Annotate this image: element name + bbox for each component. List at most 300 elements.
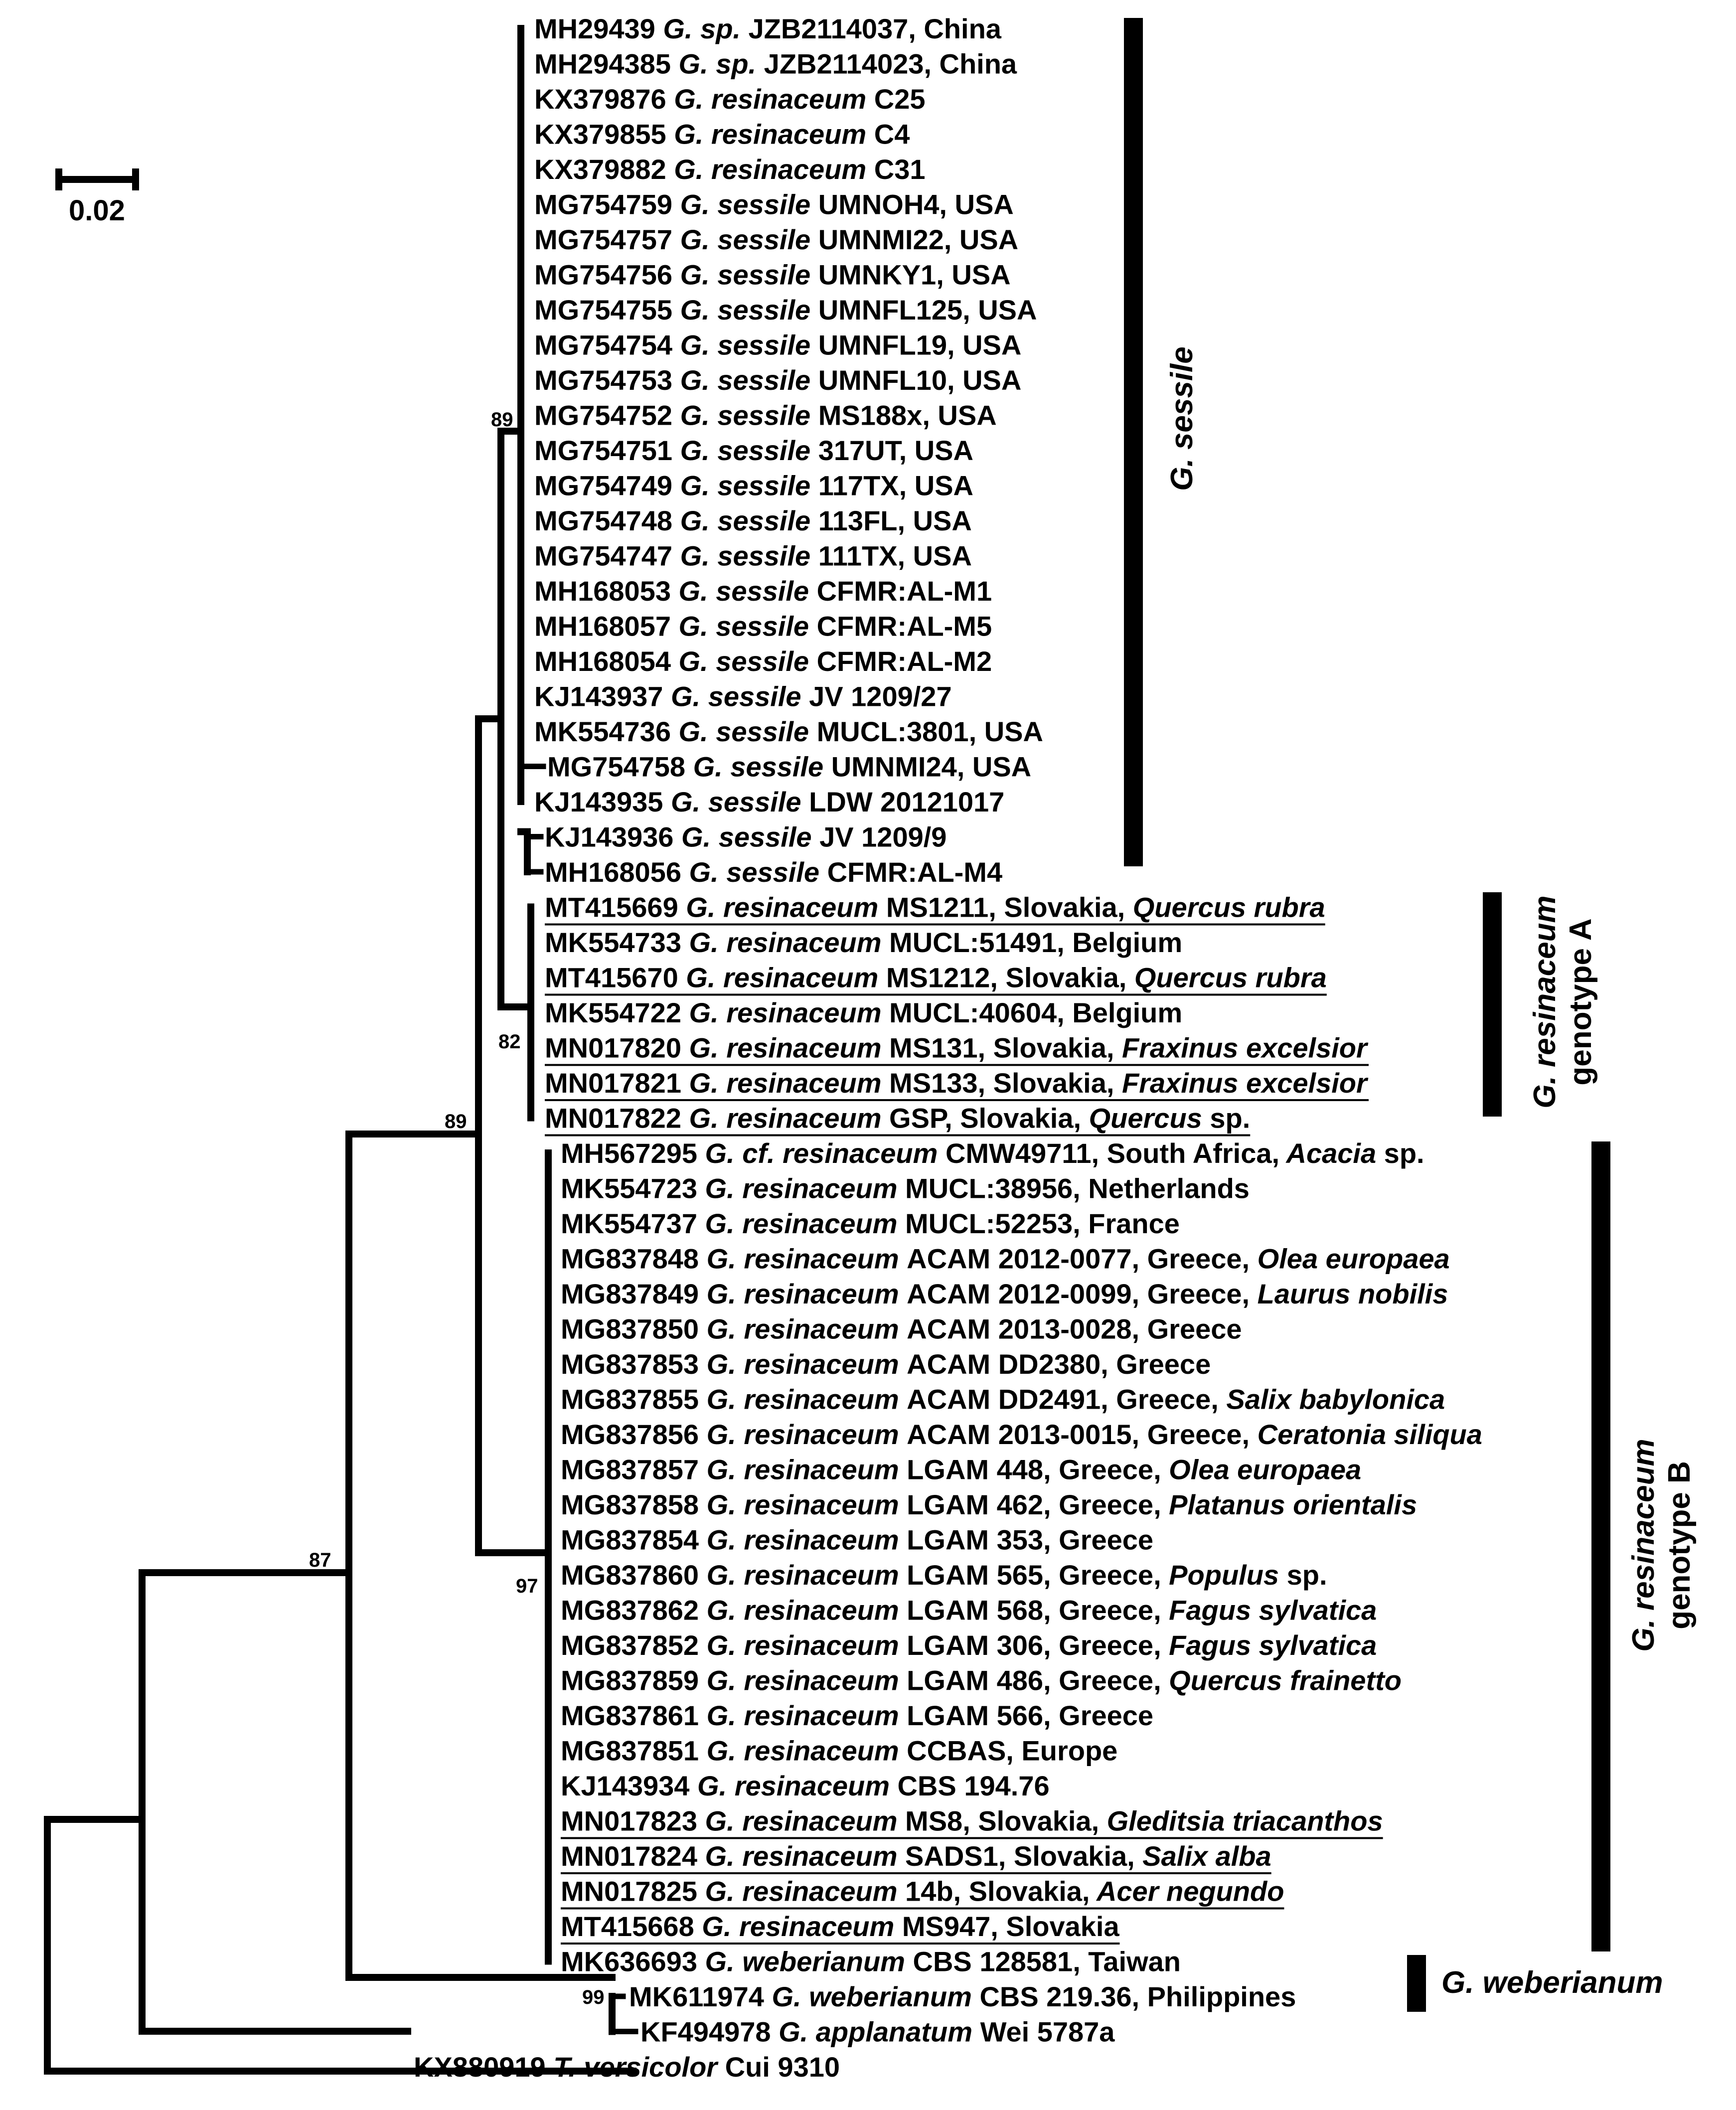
taxon-species: resinaceum	[726, 1067, 890, 1099]
taxon-strain: JV 1209/9	[819, 821, 947, 853]
taxon-strain: MUCL:38956, Netherlands	[905, 1172, 1250, 1204]
taxon-strain: SADS1, Slovakia,	[905, 1840, 1135, 1872]
taxon-strain: UMNKY1, USA	[818, 259, 1011, 291]
taxon-species: resinaceum	[744, 1243, 907, 1275]
taxon-accession: MK611974	[629, 1981, 772, 2012]
bootstrap-value: 99	[582, 1986, 605, 2008]
taxon-label	[545, 856, 1002, 888]
taxon-genus: G.	[680, 540, 718, 572]
clade-label-genotype-b-species: G. resinaceum	[1626, 1439, 1661, 1652]
taxon-label	[534, 540, 972, 572]
clade-label-genotype-a-species: G. resinaceum	[1528, 895, 1562, 1109]
taxon-strain: CBS 128581, Taiwan	[913, 1946, 1181, 1977]
taxon-label	[561, 1840, 1271, 1872]
taxon-genus: G.	[689, 856, 727, 888]
bootstrap-value: 97	[516, 1575, 538, 1597]
taxon-label	[534, 435, 973, 466]
bootstrap-value: 82	[498, 1031, 521, 1053]
taxon-strain: 111TX, USA	[818, 540, 972, 572]
taxon-accession: MN017823	[561, 1805, 705, 1837]
taxon-label	[534, 224, 1018, 255]
taxon-strain: ACAM 2012-0099, Greece,	[907, 1278, 1250, 1309]
taxon-strain: UMNMI24, USA	[831, 751, 1032, 783]
taxon-accession: MG754749	[534, 470, 680, 501]
taxon-species: resinaceum	[744, 1594, 907, 1626]
taxon-host: Acer negundo	[1090, 1875, 1284, 1907]
taxon-species: resinaceum	[742, 1172, 906, 1204]
taxon-strain: CFMR:AL-M5	[816, 610, 992, 642]
taxon-strain: CFMR:AL-M2	[816, 646, 992, 677]
taxon-label	[534, 646, 992, 677]
taxon-strain: LGAM 462, Greece,	[907, 1489, 1161, 1520]
taxon-label	[545, 962, 1327, 993]
taxon-accession: MH29439	[534, 13, 663, 44]
clade-label-genotype-a-suffix: genotype A	[1564, 918, 1598, 1086]
taxon-species: resinaceum	[744, 1419, 907, 1450]
taxon-species: sessile	[717, 540, 818, 572]
taxon-label	[545, 892, 1325, 923]
taxon-label	[561, 1313, 1242, 1345]
taxon-genus: G.	[705, 1946, 743, 1977]
taxon-strain: GSP, Slovakia,	[889, 1102, 1082, 1134]
taxon-label	[534, 611, 992, 642]
taxon-host: Populus	[1161, 1559, 1279, 1591]
taxon-label	[534, 189, 1014, 220]
taxon-species: sessile	[717, 399, 818, 431]
taxon-genus: G.	[705, 1172, 743, 1204]
taxon-label	[640, 2016, 1115, 2048]
taxon-species: resinaceum	[742, 1875, 906, 1907]
taxon-species: sessile	[717, 470, 818, 501]
taxon-label	[561, 1384, 1445, 1415]
taxon-species: resinaceum	[744, 1313, 907, 1345]
taxon-label	[534, 786, 1004, 817]
taxon-accession: MG837859	[561, 1664, 707, 1696]
taxon-accession: MG837860	[561, 1559, 707, 1591]
taxon-accession: MN017824	[561, 1840, 705, 1872]
taxon-label	[561, 1489, 1417, 1520]
taxon-genus: G.	[680, 435, 718, 466]
taxon-accession: MH168057	[534, 610, 679, 642]
taxon-species: resinaceum	[723, 891, 886, 923]
taxon-genus: G.	[680, 364, 718, 396]
taxon-genus: T.	[553, 2051, 584, 2083]
taxon-label	[534, 329, 1021, 361]
taxon-genus: G.	[674, 83, 711, 115]
taxon-genus: G.	[678, 575, 716, 607]
taxon-strain: LGAM 448, Greece,	[907, 1454, 1161, 1485]
taxon-genus: G.	[689, 1067, 727, 1099]
taxon-genus: G.	[705, 1840, 743, 1872]
taxon-label	[545, 997, 1182, 1028]
taxon-host: Platanus orientalis	[1161, 1489, 1418, 1520]
taxon-label	[545, 821, 947, 853]
taxon-strain: CCBAS, Europe	[907, 1735, 1118, 1767]
taxon-genus: G.	[706, 1664, 744, 1696]
taxon-genus: G.	[706, 1313, 744, 1345]
taxon-species: applanatum	[815, 2016, 980, 2048]
taxon-label	[561, 1595, 1377, 1626]
taxon-genus: G.	[678, 716, 716, 747]
clade-bar-sessile	[1124, 18, 1143, 866]
taxon-genus: G.	[706, 1243, 744, 1275]
taxon-genus: G.	[680, 294, 718, 325]
taxon-accession: MK636693	[561, 1946, 705, 1977]
taxon-species: resinaceum	[711, 83, 874, 115]
taxon-strain: MS131, Slovakia,	[889, 1032, 1114, 1064]
taxon-strain: MS947, Slovakia	[902, 1911, 1119, 1942]
taxon-species: sessile	[716, 716, 817, 747]
taxon-species: sessile	[730, 751, 831, 783]
clade-label-sessile: G. sessile	[1165, 346, 1199, 491]
taxon-label	[561, 1876, 1284, 1907]
taxon-label	[561, 1173, 1250, 1204]
taxon-genus: G.	[680, 259, 718, 291]
taxon-genus: G.	[674, 154, 711, 185]
taxon-label	[534, 259, 1011, 291]
taxon-strain: MS188x, USA	[818, 399, 997, 431]
taxon-strain: ACAM 2013-0015, Greece,	[907, 1419, 1250, 1450]
taxon-species: resinaceum	[744, 1735, 907, 1767]
taxon-species: sessile	[716, 646, 817, 677]
taxon-accession: MG837858	[561, 1489, 707, 1520]
taxon-strain: MUCL:3801, USA	[816, 716, 1043, 747]
taxon-species: resinaceum	[742, 1840, 906, 1872]
taxon-accession: MH168056	[545, 856, 689, 888]
taxon-accession: KJ143936	[545, 821, 682, 853]
taxon-accession: MG754755	[534, 294, 680, 325]
taxon-strain: ACAM DD2491, Greece,	[907, 1383, 1219, 1415]
taxon-label	[561, 1419, 1482, 1450]
taxon-species: resinaceum	[739, 1911, 902, 1942]
taxon-species: sessile	[717, 188, 818, 220]
taxon-species: sessile	[717, 435, 818, 466]
taxon-label	[561, 1243, 1450, 1275]
taxon-species: resinaceum	[744, 1383, 907, 1415]
taxon-label	[561, 1137, 1424, 1169]
taxon-accession: MG837849	[561, 1278, 707, 1309]
taxon-genus: G.	[680, 399, 718, 431]
taxon-strain: ACAM DD2380, Greece	[907, 1348, 1211, 1380]
taxon-species: weberianum	[742, 1946, 913, 1977]
taxon-label	[561, 1629, 1377, 1661]
taxon-host: Quercus frainetto	[1161, 1664, 1402, 1696]
taxon-accession: MK554736	[534, 716, 679, 747]
taxon-strain: CFMR:AL-M1	[816, 575, 992, 607]
taxon-strain: LGAM 353, Greece	[907, 1524, 1154, 1556]
taxon-genus: G.	[689, 1102, 727, 1134]
taxon-genus: G.	[706, 1489, 744, 1520]
taxon-strain: UMNFL10, USA	[818, 364, 1022, 396]
taxon-species: resinaceum	[744, 1454, 907, 1485]
taxon-label	[534, 83, 925, 115]
taxon-species: resinaceum	[744, 1489, 907, 1520]
taxon-strain: C31	[874, 154, 926, 185]
taxon-species: sessile	[716, 575, 817, 607]
taxon-accession: MG754751	[534, 435, 680, 466]
taxon-accession: MG837853	[561, 1348, 707, 1380]
taxon-species: resinaceum	[734, 1770, 898, 1801]
taxon-genus: G.	[706, 1454, 744, 1485]
taxon-host-suffix: sp.	[1279, 1559, 1327, 1591]
taxon-accession: KX880919	[414, 2051, 554, 2083]
taxon-host: Fagus sylvatica	[1161, 1594, 1377, 1626]
taxon-host-suffix: sp.	[1376, 1137, 1424, 1169]
taxon-accession: MG837855	[561, 1383, 707, 1415]
taxon-accession: MG837852	[561, 1629, 707, 1661]
taxon-label	[561, 1454, 1361, 1485]
taxon-strain: LGAM 486, Greece,	[907, 1664, 1161, 1696]
taxon-accession: MG837862	[561, 1594, 707, 1626]
taxon-accession: MG754758	[547, 751, 693, 783]
taxon-genus: G.	[680, 505, 718, 536]
taxon-label	[534, 364, 1021, 396]
taxon-genus: G.	[678, 646, 716, 677]
taxon-accession: KJ143937	[534, 680, 671, 712]
taxon-genus: G.	[686, 891, 723, 923]
taxon-species: resinaceum	[742, 1208, 906, 1239]
taxon-accession: MN017822	[545, 1102, 689, 1134]
taxon-accession: KX379882	[534, 154, 674, 185]
taxon-species: resinaceum	[744, 1559, 907, 1591]
taxon-host: Gleditsia triacanthos	[1099, 1805, 1383, 1837]
taxon-species: resinaceum	[744, 1348, 907, 1380]
taxon-strain: ACAM 2012-0077, Greece,	[907, 1243, 1250, 1275]
taxon-label	[561, 1524, 1153, 1556]
taxon-species: resinaceum	[742, 1805, 906, 1837]
taxon-strain: 317UT, USA	[818, 435, 973, 466]
taxon-accession: MH168053	[534, 575, 679, 607]
taxon-species: versicolor	[584, 2051, 725, 2083]
taxon-species: sessile	[717, 505, 818, 536]
bootstrap-value: 87	[309, 1549, 331, 1571]
taxon-accession: MH168054	[534, 646, 679, 677]
taxon-accession: MG837850	[561, 1313, 707, 1345]
taxon-label	[534, 505, 972, 536]
taxon-genus: G.	[706, 1383, 744, 1415]
taxon-accession: MG754759	[534, 188, 680, 220]
taxon-accession: MG754754	[534, 329, 680, 361]
taxon-host-suffix: sp.	[1202, 1102, 1251, 1134]
taxon-label	[561, 1946, 1181, 1977]
taxon-labels	[414, 13, 1482, 2083]
taxon-species: resinaceum	[726, 927, 890, 958]
taxon-species: resinaceum	[726, 1032, 890, 1064]
taxon-genus: G.	[706, 1524, 744, 1556]
taxon-strain: MUCL:52253, France	[905, 1208, 1180, 1239]
taxon-genus: G.	[674, 118, 711, 150]
scale-bar-label: 0.02	[69, 194, 125, 227]
taxon-accession: MG837854	[561, 1524, 707, 1556]
taxon-genus: G.	[689, 1032, 727, 1064]
taxon-strain: JZB2114023, China	[764, 48, 1017, 80]
taxon-label	[534, 119, 910, 150]
taxon-genus: G.	[705, 1805, 743, 1837]
taxon-accession: MN017825	[561, 1875, 705, 1907]
taxon-species: resinaceum	[744, 1700, 907, 1731]
taxon-host: Olea europaea	[1161, 1454, 1362, 1485]
taxon-accession: MH294385	[534, 48, 679, 80]
taxon-strain: CMW49711, South Africa,	[945, 1137, 1280, 1169]
taxon-strain: 14b, Slovakia,	[905, 1875, 1090, 1907]
taxon-label	[545, 1032, 1369, 1064]
taxon-species: cf. resinaceum	[742, 1137, 946, 1169]
taxon-accession: MG837856	[561, 1419, 707, 1450]
taxon-genus: G.	[706, 1700, 744, 1731]
taxon-label	[534, 716, 1043, 747]
taxon-label	[534, 48, 1017, 80]
clade-bar-genotype-a	[1483, 892, 1502, 1117]
taxon-genus: G.	[693, 751, 731, 783]
taxon-label	[561, 1278, 1448, 1309]
taxon-label	[561, 1208, 1180, 1239]
taxon-strain: UMNMI22, USA	[818, 224, 1019, 255]
taxon-label	[561, 1665, 1402, 1696]
taxon-strain: LDW 20121017	[809, 786, 1005, 817]
taxon-accession: KX379855	[534, 118, 674, 150]
taxon-strain: MUCL:51491, Belgium	[889, 927, 1183, 958]
clade-bar-genotype-b	[1591, 1141, 1610, 1951]
taxon-label	[534, 400, 997, 431]
taxon-species: sp.	[716, 48, 764, 80]
taxon-accession: MK554733	[545, 927, 689, 958]
taxon-species: resinaceum	[726, 997, 890, 1028]
taxon-genus: G.	[671, 786, 708, 817]
taxon-accession: KJ143934	[561, 1770, 698, 1801]
taxon-species: sessile	[717, 224, 818, 255]
taxon-host: Fraxinus excelsior	[1114, 1067, 1367, 1099]
taxon-host: Quercus	[1081, 1102, 1202, 1134]
taxon-species: resinaceum	[711, 154, 874, 185]
taxon-genus: G.	[705, 1875, 743, 1907]
taxon-label	[547, 751, 1031, 783]
taxon-species: resinaceum	[744, 1664, 907, 1696]
taxon-genus: G.	[706, 1594, 744, 1626]
taxon-label	[545, 927, 1182, 958]
taxon-accession: MG837851	[561, 1735, 707, 1767]
taxon-label	[561, 1911, 1119, 1942]
taxon-label	[629, 1981, 1296, 2012]
taxon-accession: MT415670	[545, 962, 686, 993]
taxon-host: Quercus rubra	[1126, 962, 1327, 993]
taxon-accession: MG754756	[534, 259, 680, 291]
taxon-accession: MG754748	[534, 505, 680, 536]
taxon-genus: G.	[671, 680, 708, 712]
taxon-species: sessile	[717, 294, 818, 325]
taxon-strain: JZB2114037, China	[748, 13, 1001, 44]
taxon-host: Fraxinus excelsior	[1114, 1032, 1367, 1064]
taxon-host: Salix babylonica	[1218, 1383, 1445, 1415]
taxon-species: sessile	[708, 786, 809, 817]
taxon-genus: G.	[706, 1348, 744, 1380]
taxon-genus: G.	[680, 329, 718, 361]
taxon-species: sessile	[717, 364, 818, 396]
taxon-label	[534, 154, 925, 185]
taxon-host: Laurus nobilis	[1250, 1278, 1448, 1309]
clade-label-genotype-b-suffix: genotype B	[1662, 1461, 1697, 1629]
taxon-species: sessile	[708, 680, 809, 712]
taxon-host: Fagus sylvatica	[1161, 1629, 1377, 1661]
taxon-strain: 117TX, USA	[818, 470, 973, 501]
taxon-strain: LGAM 306, Greece,	[907, 1629, 1161, 1661]
taxon-genus: G.	[705, 1137, 743, 1169]
taxon-strain: MS1212, Slovakia,	[886, 962, 1127, 993]
taxon-genus: G.	[686, 962, 723, 993]
taxon-genus: G.	[705, 1208, 743, 1239]
taxon-genus: G.	[706, 1735, 744, 1767]
taxon-accession: KF494978	[640, 2016, 779, 2048]
taxon-strain: UMNOH4, USA	[818, 188, 1014, 220]
taxon-accession: MN017820	[545, 1032, 689, 1064]
taxon-label	[561, 1805, 1383, 1837]
taxon-genus: G.	[680, 224, 718, 255]
taxon-host: Salix alba	[1134, 1840, 1271, 1872]
taxon-host: Olea europaea	[1250, 1243, 1450, 1275]
taxon-species: sessile	[716, 610, 817, 642]
taxon-strain: LGAM 565, Greece,	[907, 1559, 1161, 1591]
clade-bar-weberianum	[1407, 1955, 1426, 2012]
taxon-strain: 113FL, USA	[818, 505, 972, 536]
taxon-genus: G.	[680, 470, 718, 501]
taxon-genus: G.	[706, 1278, 744, 1309]
taxon-genus: G.	[779, 2016, 816, 2048]
taxon-label	[534, 575, 992, 607]
taxon-strain: UMNFL19, USA	[818, 329, 1022, 361]
taxon-label	[561, 1700, 1153, 1731]
taxon-accession: MK554737	[561, 1208, 705, 1239]
taxon-accession: MG754753	[534, 364, 680, 396]
taxon-genus: G.	[702, 1911, 739, 1942]
taxon-genus: G.	[772, 1981, 809, 2012]
taxon-genus: G.	[678, 610, 716, 642]
taxon-genus: G.	[706, 1419, 744, 1450]
taxon-host: Acacia	[1279, 1137, 1377, 1169]
taxon-label	[534, 13, 1002, 44]
taxon-accession: KX379876	[534, 83, 674, 115]
taxon-strain: CBS 194.76	[897, 1770, 1050, 1801]
taxon-strain: C25	[874, 83, 926, 115]
taxon-label	[561, 1735, 1117, 1767]
taxon-species: sessile	[718, 821, 820, 853]
taxon-accession: MG754747	[534, 540, 680, 572]
taxon-species: sessile	[717, 329, 818, 361]
taxon-strain: LGAM 568, Greece,	[907, 1594, 1161, 1626]
taxon-genus: G.	[678, 48, 716, 80]
clade-label-weberianum: G. weberianum	[1441, 1965, 1663, 2000]
taxon-strain: MUCL:40604, Belgium	[889, 997, 1183, 1028]
taxon-strain: MS133, Slovakia,	[889, 1067, 1114, 1099]
taxon-label	[545, 1067, 1369, 1099]
taxon-accession: MG837861	[561, 1700, 707, 1731]
clade-annotations	[1124, 18, 1697, 2012]
taxon-genus: G.	[706, 1559, 744, 1591]
taxon-strain: MS1211, Slovakia,	[886, 891, 1125, 923]
taxon-strain: ACAM 2013-0028, Greece	[907, 1313, 1242, 1345]
taxon-species: resinaceum	[744, 1278, 907, 1309]
taxon-strain: CBS 219.36, Philippines	[979, 1981, 1296, 2012]
scale-bar	[59, 172, 136, 227]
taxon-genus: G.	[663, 13, 701, 44]
taxon-label	[561, 1348, 1211, 1380]
bootstrap-value: 89	[445, 1111, 467, 1133]
taxon-species: weberianum	[809, 1981, 980, 2012]
taxon-species: resinaceum	[723, 962, 886, 993]
taxon-genus: G.	[689, 927, 727, 958]
taxon-host: Quercus rubra	[1125, 891, 1325, 923]
taxon-label	[534, 681, 952, 712]
taxon-strain: MS8, Slovakia,	[905, 1805, 1100, 1837]
taxon-label	[534, 294, 1037, 325]
